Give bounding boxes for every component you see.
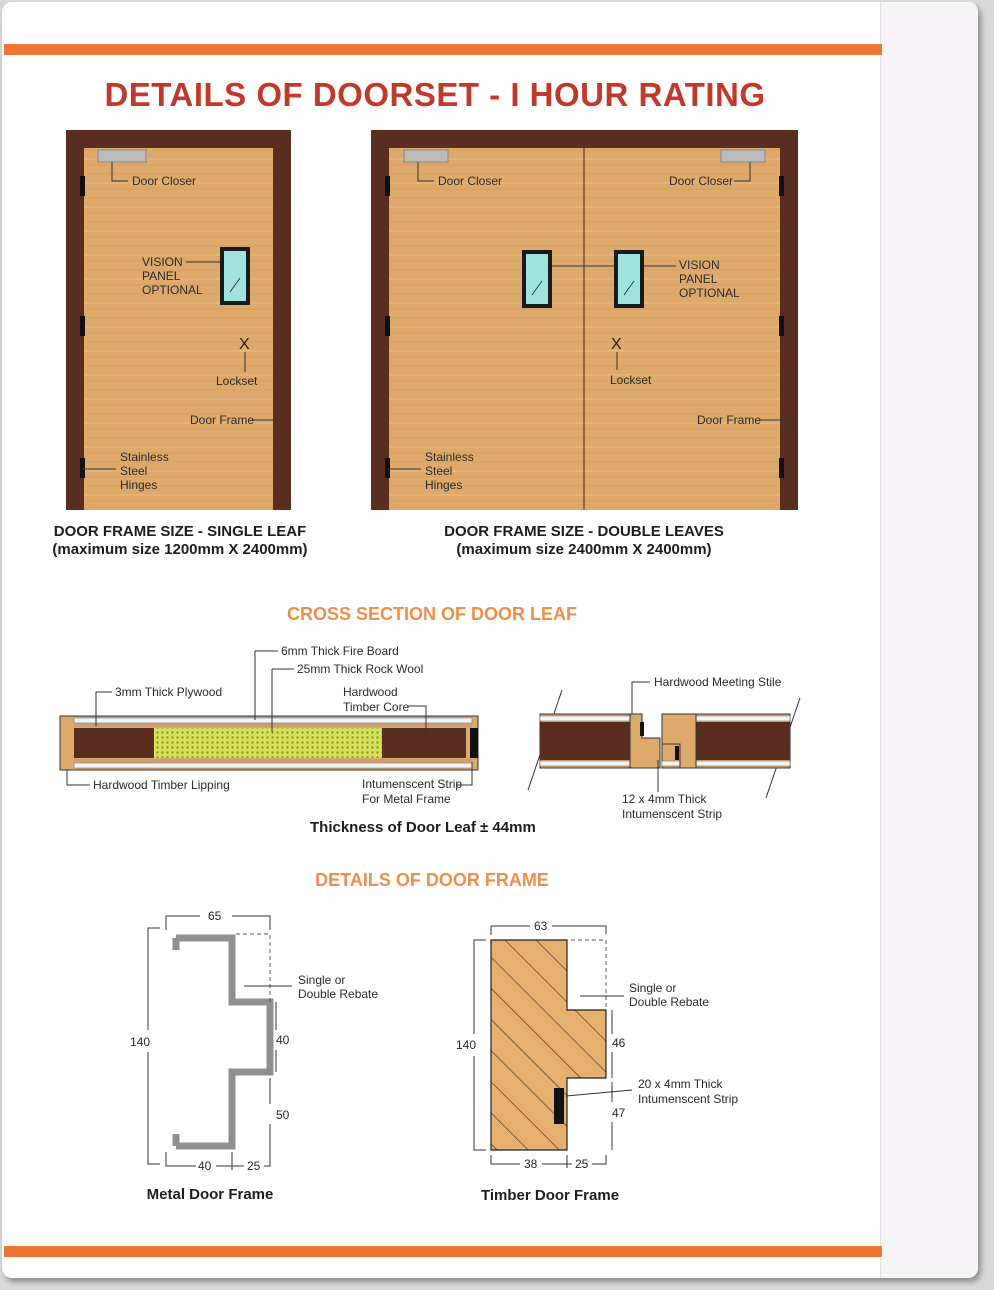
dim-46: 46 [612,1036,626,1050]
single-leaf-caption [30,523,330,559]
label-stainless: Stainless [425,450,474,464]
dim-height: 140 [130,1035,151,1049]
label-door-closer-right: Door Closer [669,174,734,188]
label-rebate-2: Double Rebate [629,995,710,1009]
label-timber-core-1: Hardwood [343,685,398,699]
hinge [80,316,85,336]
hinge [80,176,85,196]
dim-bottom-right: 25 [247,1159,261,1173]
caption-line: DOOR FRAME SIZE - SINGLE LEAF [53,523,307,540]
label-panel: PANEL [142,269,181,283]
dim-height: 140 [456,1038,477,1052]
hinge [779,316,784,336]
thickness-caption: Thickness of Door Leaf ± 44mm [310,819,536,836]
label-rock-wool: 25mm Thick Rock Wool [297,662,424,676]
dim-bottom-right: 25 [575,1157,589,1171]
label-strip-2: Intumenscent Strip [622,807,723,821]
double-leaf-caption [424,523,744,559]
door-closer-icon [98,150,146,162]
meeting-stile-left [630,714,660,768]
metal-frame-profile [176,938,270,1146]
timber-core-right [382,728,466,758]
timber-core-left [74,728,154,758]
label-panel: PANEL [679,272,718,286]
dim-40: 40 [276,1033,290,1047]
label-plywood: 3mm Thick Plywood [115,685,223,699]
dim-top: 63 [534,919,548,933]
single-door-leaf [84,148,273,510]
label-lipping: Hardwood Timber Lipping [93,778,230,792]
fire-board-bottom [74,763,472,768]
label-strip-2: Intumenscent Strip [638,1092,739,1106]
caption-line: DOOR FRAME SIZE - DOUBLE LEAVES [444,523,724,540]
cross-section-diagram [60,644,800,836]
label-lockset: Lockset [610,373,652,387]
page-title: DETAILS OF DOORSET - I HOUR RATING [104,76,766,113]
hinge [385,176,390,196]
label-intumescent-1: Intumenscent Strip [362,777,463,791]
label-rebate-2: Double Rebate [298,987,379,1001]
rock-wool-core [154,728,382,758]
label-door-frame: Door Frame [190,413,255,427]
label-strip-1: 12 x 4mm Thick [622,792,707,806]
label-fire-board: 6mm Thick Fire Board [281,644,399,658]
cross-section-title: CROSS SECTION OF DOOR LEAF [286,604,577,624]
timber-frame-profile [491,940,606,1150]
label-hinges: Hinges [425,478,463,492]
dim-bottom-left: 40 [198,1159,212,1173]
label-timber-core-2: Timber Core [343,700,410,714]
label-rebate-1: Single or [629,981,677,995]
hinge [385,458,390,478]
hinge [779,458,784,478]
caption-line: (maximum size 1200mm X 2400mm) [52,541,308,558]
lockset-icon: X [611,336,622,353]
double-door-diagram [371,130,798,510]
intumescent-strip-icon [554,1088,564,1124]
hinge [80,458,85,478]
label-steel: Steel [120,464,148,478]
label-vision: VISION [679,258,720,272]
door-frame-title: DETAILS OF DOOR FRAME [315,870,549,890]
label-optional: OPTIONAL [142,283,203,297]
timber-frame-caption: Timber Door Frame [480,1187,620,1204]
label-optional: OPTIONAL [679,286,740,300]
door-closer-icon [721,150,765,162]
lockset-icon: X [239,336,250,353]
label-stainless: Stainless [120,450,169,464]
label-hinges: Hinges [120,478,158,492]
label-intumescent-2: For Metal Frame [362,792,451,806]
fire-board-top [74,718,472,723]
caption-line: (maximum size 2400mm X 2400mm) [456,541,712,558]
label-door-closer: Door Closer [132,174,197,188]
dim-47: 47 [612,1106,626,1120]
label-steel: Steel [425,464,453,478]
label-strip-1: 20 x 4mm Thick [638,1077,723,1091]
dim-top: 65 [208,909,222,923]
intumescent-strip-icon [470,728,478,758]
label-door-closer-left: Door Closer [438,174,503,188]
hinge [779,176,784,196]
label-meeting-stile: Hardwood Meeting Stile [654,675,782,689]
timber-frame-diagram [456,919,738,1171]
label-vision: VISION [142,255,183,269]
label-door-frame: Door Frame [697,413,762,427]
dim-50: 50 [276,1108,290,1122]
label-rebate-1: Single or [298,973,346,987]
hinge [385,316,390,336]
plywood-bottom [74,759,472,762]
metal-frame-diagram [130,909,378,1173]
door-closer-icon [404,150,448,162]
plywood-top [74,724,472,727]
metal-frame-caption: Metal Door Frame [146,1186,274,1203]
dim-bottom-left: 38 [524,1157,538,1171]
single-door-diagram [66,130,291,510]
label-lockset: Lockset [216,374,258,388]
